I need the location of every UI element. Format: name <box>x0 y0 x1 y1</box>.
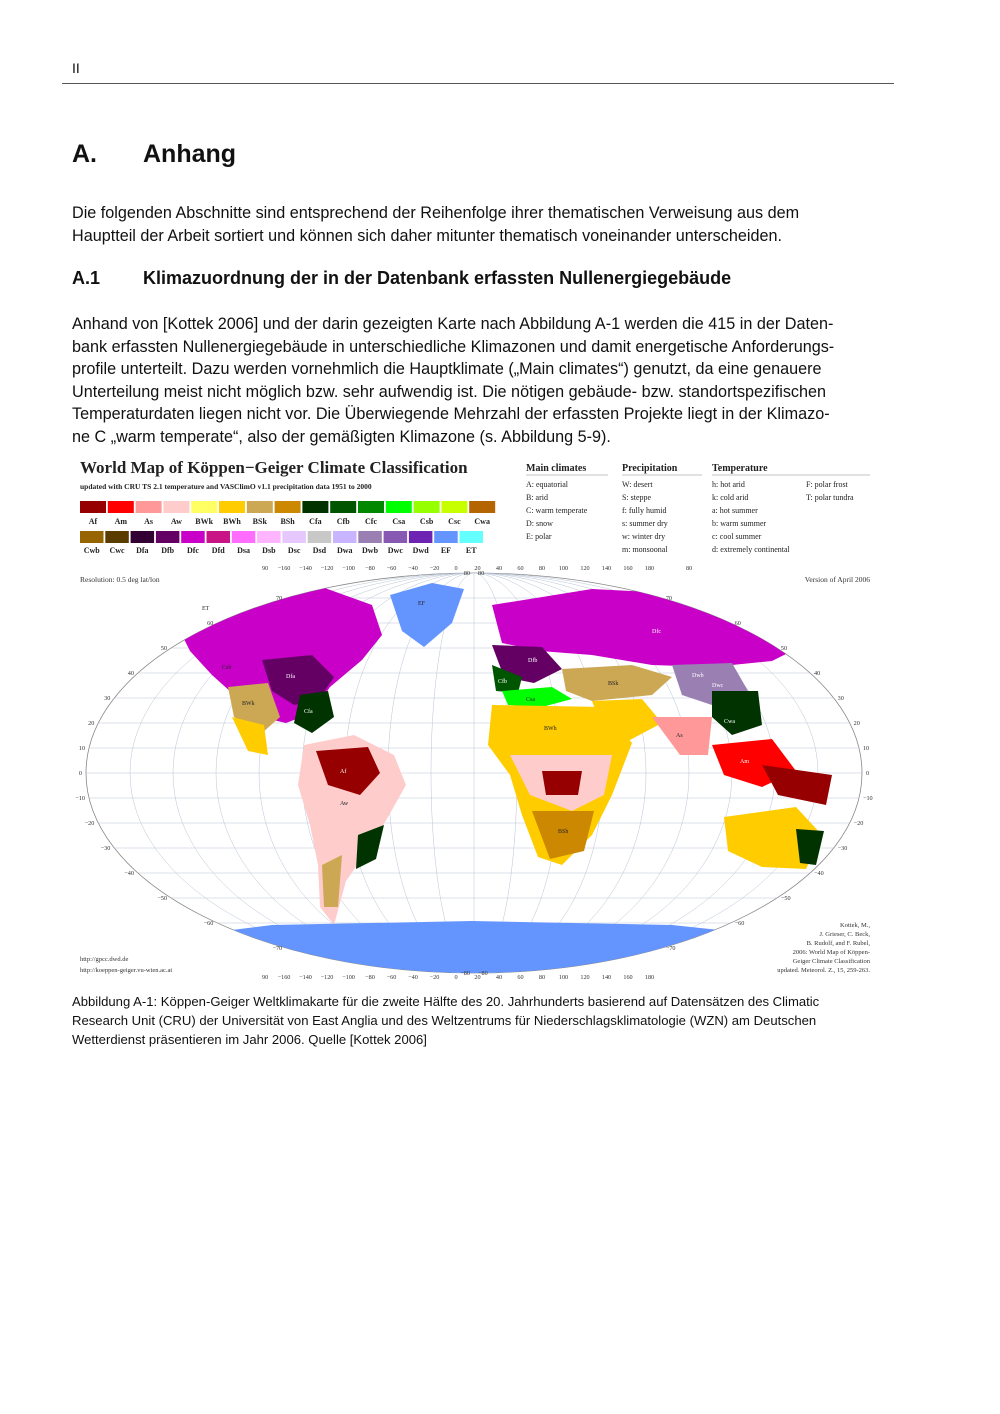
legend-code: Dwa <box>336 546 353 555</box>
section-number: A.1 <box>72 268 101 288</box>
longitude-tick: 80 <box>538 565 546 572</box>
legend-code: EF <box>440 546 452 555</box>
key-item: T: polar tundra <box>806 493 854 502</box>
longitude-tick: 120 <box>580 974 590 981</box>
latitude-tick: −70 <box>665 945 676 952</box>
key-item: A: equatorial <box>526 480 568 489</box>
legend-code: Dfd <box>211 546 225 555</box>
legend-code: Cfa <box>309 517 322 526</box>
legend-code: Csc <box>448 517 461 526</box>
latitude-tick: 0 <box>866 770 870 777</box>
longitude-tick: −60 <box>386 565 397 572</box>
precipitation-heading: Precipitation <box>622 463 678 474</box>
url-gpcc: http://gpcc.dwd.de <box>80 956 129 963</box>
legend-swatch <box>308 531 332 543</box>
longitude-tick: 160 <box>623 565 633 572</box>
section-heading <box>72 268 731 289</box>
region-label: ET <box>202 606 210 612</box>
legend-code: Dwb <box>362 546 379 555</box>
longitude-tick: 120 <box>580 565 590 572</box>
legend-code: Cwc <box>109 546 125 555</box>
latitude-tick: −60 <box>203 920 214 927</box>
map-title: World Map of Köppen−Geiger Climate Classification <box>80 458 468 477</box>
world-map <box>75 565 872 981</box>
corner-tick-90: 90 <box>262 565 269 572</box>
longitude-tick: −20 <box>429 974 440 981</box>
legend-code: Af <box>88 517 98 526</box>
region-label: Af <box>340 769 347 775</box>
precipitation-key <box>622 463 702 554</box>
region-label: Dwc <box>712 683 724 689</box>
legend-code: Aw <box>170 517 182 526</box>
citation-line: J. Grieser, C. Beck, <box>819 931 870 938</box>
key-item: W: desert <box>622 480 653 489</box>
key-item: c: cool summer <box>712 532 762 541</box>
legend-swatch <box>358 531 382 543</box>
resolution-note: Resolution: 0.5 deg lat/lon <box>80 575 160 584</box>
legend-code: Dfa <box>136 546 149 555</box>
region-label: BWk <box>242 701 255 707</box>
region-label: Csa <box>526 697 535 703</box>
legend-code: BSh <box>280 517 295 526</box>
legend-code: Cfc <box>365 517 377 526</box>
legend-code: Dfc <box>186 546 199 555</box>
latitude-tick: 30 <box>104 695 111 702</box>
longitude-tick: −100 <box>342 974 355 981</box>
legend-swatch <box>386 501 412 513</box>
latitude-tick: −40 <box>124 870 134 877</box>
legend-swatch <box>275 501 301 513</box>
region-label: BSh <box>558 829 569 835</box>
longitude-tick: 140 <box>601 565 612 572</box>
legend-swatch <box>409 531 433 543</box>
body-line: Unterteilung meist nicht möglich bzw. sehr aufwendig ist. Die nötigen gebäude- bzw. standortspezifischen <box>72 382 827 401</box>
legend-code: Csb <box>419 517 434 526</box>
main-climates-heading: Main climates <box>526 463 587 474</box>
legend-swatch <box>282 531 306 543</box>
legend-code: Dsb <box>262 546 276 555</box>
longitude-tick: −140 <box>299 565 312 572</box>
body-line: ne C „warm temperate“, also der gemäßigten Klimazone (s. Abbildung 5-9). <box>72 427 611 446</box>
legend-code: Cwb <box>83 546 100 555</box>
main-climates-key <box>526 463 608 541</box>
latitude-tick: −20 <box>84 820 95 827</box>
key-item: h: hot arid <box>712 480 745 489</box>
region-label: Aw <box>340 801 349 807</box>
latitude-tick: 70 <box>275 595 283 602</box>
legend-code: Dwc <box>387 546 403 555</box>
region-congo-af <box>542 771 582 795</box>
intro-line: Hauptteil der Arbeit sortiert und können sich daher mitunter thematisch voneinander unterscheiden. <box>72 226 782 245</box>
version-note: Version of April 2006 <box>804 575 870 584</box>
corner-tick-80: 80 <box>686 565 693 572</box>
legend-code: BSk <box>252 517 267 526</box>
citation-line: Kottek, M., <box>840 922 870 929</box>
longitude-tick: 40 <box>495 974 503 981</box>
url-koeppen-geiger: http://koeppen-geiger.vu-wien.ac.at <box>80 967 173 974</box>
latitude-tick: 30 <box>837 695 844 702</box>
longitude-tick: −160 <box>277 974 291 981</box>
latitude-tick: 80 <box>463 570 470 577</box>
region-label: Cwa <box>724 719 735 725</box>
key-item: S: steppe <box>622 493 652 502</box>
region-label: Dwd <box>762 627 774 633</box>
latitude-tick: 10 <box>78 745 86 752</box>
latitude-tick: −60 <box>734 920 745 927</box>
latitude-tick: 60 <box>207 620 214 627</box>
legend-code: Cwa <box>474 517 490 526</box>
legend-swatch <box>163 501 189 513</box>
legend-code: Cfb <box>336 517 350 526</box>
region-label: Dfa <box>286 674 295 680</box>
key-item: B: arid <box>526 493 548 502</box>
latitude-tick: 70 <box>665 595 673 602</box>
key-item: s: summer dry <box>622 519 668 528</box>
legend-swatch <box>232 531 256 543</box>
region-label: As <box>676 733 683 739</box>
citation-line: updated. Meteorol. Z., 15, 259-263. <box>777 967 870 974</box>
longitude-tick: 40 <box>495 565 503 572</box>
key-item: C: warm temperate <box>526 506 588 515</box>
key-item: k: cold arid <box>712 493 749 502</box>
legend-swatch <box>219 501 245 513</box>
koeppen-geiger-map-figure <box>72 455 878 983</box>
legend-swatch <box>80 501 106 513</box>
region-label: BWh <box>544 726 557 732</box>
longitude-tick: −120 <box>320 974 334 981</box>
legend-swatch <box>333 531 357 543</box>
legend-code: ET <box>465 546 477 555</box>
legend-swatch <box>441 501 467 513</box>
legend-swatch <box>131 531 155 543</box>
legend-swatch <box>80 531 104 543</box>
latitude-tick: −70 <box>272 945 283 952</box>
body-paragraph <box>72 313 872 449</box>
longitude-tick: 180 <box>644 974 655 981</box>
longitude-tick: 60 <box>517 974 524 981</box>
region-antarctica-ef <box>86 921 862 975</box>
longitude-tick: 0 <box>454 565 458 572</box>
citation-line: B. Rudolf, and F. Rubel, <box>806 940 870 947</box>
region-label: Dfd <box>708 609 718 615</box>
legend-swatch <box>191 501 217 513</box>
longitude-tick: 140 <box>601 974 612 981</box>
key-item: w: winter dry <box>622 532 666 541</box>
region-label: Cfb <box>498 679 507 685</box>
caption-line: Research Unit (CRU) der Universität von East Anglia und des Weltzentrums für Niederschlagsklimatologie (WZN) am Deutschen <box>72 1013 817 1028</box>
caption-line: Wetterdienst präsentieren im Jahr 2006. Quelle [Kottek 2006] <box>72 1032 427 1047</box>
region-label: Dfc <box>652 629 661 635</box>
legend-code: Dsc <box>287 546 301 555</box>
legend-swatch <box>358 501 384 513</box>
latitude-tick: 80 <box>478 570 485 577</box>
legend-code: Dsd <box>312 546 327 555</box>
longitude-tick: 100 <box>558 974 569 981</box>
latitude-tick: 40 <box>814 670 821 677</box>
latitude-tick: 20 <box>88 720 95 727</box>
legend-row-1 <box>80 501 495 526</box>
appendix-heading <box>72 140 236 169</box>
legend-code: As <box>144 517 154 526</box>
legend-swatch <box>105 531 129 543</box>
body-line: Anhand von [Kottek 2006] und der darin gezeigten Karte nach Abbildung A-1 werden die 415 in der Daten- <box>72 315 834 333</box>
body-line: bank erfassten Nullenergiegebäude in unterschiedliche Klimazonen und damit energetische Anforderungs- <box>72 337 835 356</box>
region-label: BSk <box>608 681 619 687</box>
legend-code: Csa <box>392 517 406 526</box>
citation-line: Geiger Climate Classification <box>792 958 870 965</box>
appendix-number: A. <box>72 140 97 168</box>
legend-swatch <box>181 531 205 543</box>
longitude-tick: 100 <box>558 565 569 572</box>
appendix-title: Anhang <box>143 140 237 168</box>
map-subtitle: updated with CRU TS 2.1 temperature and VASClimO v1.1 precipitation data 1951 to 2000 <box>80 482 372 491</box>
longitude-tick: 160 <box>623 974 633 981</box>
legend-code: BWh <box>223 517 241 526</box>
longitude-tick: −40 <box>408 565 418 572</box>
longitude-tick: −140 <box>299 974 312 981</box>
region-label: EF <box>418 601 426 607</box>
latitude-tick: 60 <box>734 620 741 627</box>
longitude-tick: −80 <box>365 974 375 981</box>
key-item: E: polar <box>526 532 552 541</box>
key-item: F: polar frost <box>806 480 848 489</box>
longitude-tick: 80 <box>538 974 546 981</box>
legend-swatch <box>302 501 328 513</box>
latitude-tick: −30 <box>100 845 111 852</box>
legend-swatch <box>136 501 162 513</box>
latitude-tick: 50 <box>160 645 168 652</box>
region-label: Cfa <box>304 709 313 715</box>
latitude-tick: −80 <box>478 970 488 977</box>
legend-swatch <box>330 501 356 513</box>
legend-swatch <box>460 531 484 543</box>
region-label: Am <box>740 759 749 765</box>
latitude-tick: 0 <box>78 770 82 777</box>
body-line: Temperaturdaten liegen nicht vor. Die Überwiegende Mehrzahl der erfassten Projekte liegt in der Klimazo- <box>72 405 830 424</box>
longitude-tick: −160 <box>277 565 291 572</box>
citation-line: 2006: World Map of Köppen- <box>792 949 870 956</box>
longitude-tick: −40 <box>408 974 418 981</box>
latitude-tick: −80 <box>460 970 470 977</box>
section-title: Klimazuordnung der in der Datenbank erfassten Nullenergiegebäude <box>143 268 732 288</box>
longitude-tick: −120 <box>320 565 334 572</box>
latitude-tick: −30 <box>837 845 848 852</box>
figure-caption <box>72 992 892 1049</box>
legend-swatch <box>247 501 273 513</box>
latitude-tick: −20 <box>853 820 864 827</box>
legend-row-2 <box>80 531 483 555</box>
latitude-tick: −50 <box>157 895 168 902</box>
legend-swatch <box>434 531 458 543</box>
latitude-tick: −10 <box>75 795 86 802</box>
longitude-tick: −60 <box>386 974 397 981</box>
legend-swatch <box>156 531 180 543</box>
longitude-tick: 180 <box>644 565 655 572</box>
legend-swatch <box>384 531 408 543</box>
region-label: Dfb <box>528 658 538 664</box>
latitude-tick: −40 <box>814 870 824 877</box>
caption-line: Abbildung A-1: Köppen-Geiger Weltklimakarte für die zweite Hälfte des 20. Jahrhunderts basierend auf Datensätzen des Climatic <box>72 994 820 1009</box>
key-item: a: hot summer <box>712 506 758 515</box>
legend-swatch <box>207 531 231 543</box>
latitude-tick: 50 <box>780 645 788 652</box>
longitude-tick: 0 <box>454 974 458 981</box>
legend-code: Dsa <box>237 546 250 555</box>
key-item: D: snow <box>526 519 553 528</box>
legend-swatch <box>414 501 440 513</box>
map-citation <box>777 922 871 974</box>
intro-line: Die folgenden Abschnitte sind entsprechend der Reihenfolge ihrer thematischen Verweisung aus dem <box>72 204 800 222</box>
header-rule <box>62 83 894 84</box>
key-item: m: monsoonal <box>622 545 668 554</box>
legend-swatch <box>108 501 134 513</box>
legend-code: Dwd <box>412 546 429 555</box>
body-line: profile unterteilt. Dazu werden vornehmlich die Hauptklimate („Main climates“) genutzt, da eine genauere <box>72 360 822 379</box>
longitude-tick: −20 <box>429 565 440 572</box>
corner-tick-90-bottom: 90 <box>262 974 269 981</box>
legend-swatch <box>257 531 281 543</box>
key-item: b: warm summer <box>712 519 767 528</box>
longitude-tick: 20 <box>474 565 481 572</box>
temperature-heading: Temperature <box>712 463 768 474</box>
intro-paragraph <box>72 202 872 247</box>
legend-code: Dfb <box>161 546 175 555</box>
longitude-tick: 20 <box>474 974 481 981</box>
longitude-tick: −80 <box>365 565 375 572</box>
page-number: II <box>72 60 80 76</box>
latitude-tick: −10 <box>862 795 873 802</box>
latitude-tick: 20 <box>853 720 860 727</box>
latitude-tick: −50 <box>780 895 791 902</box>
longitude-tick: −100 <box>342 565 355 572</box>
region-label: Csb <box>222 665 232 671</box>
key-item: d: extremely continental <box>712 545 790 554</box>
longitude-tick: 60 <box>517 565 524 572</box>
legend-code: Am <box>114 517 128 526</box>
key-item: f: fully humid <box>622 506 667 515</box>
latitude-tick: 40 <box>127 670 134 677</box>
legend-swatch <box>469 501 495 513</box>
temperature-key <box>712 463 870 554</box>
region-label: Dwb <box>692 673 704 679</box>
latitude-tick: 10 <box>862 745 870 752</box>
legend-code: BWk <box>195 517 214 526</box>
